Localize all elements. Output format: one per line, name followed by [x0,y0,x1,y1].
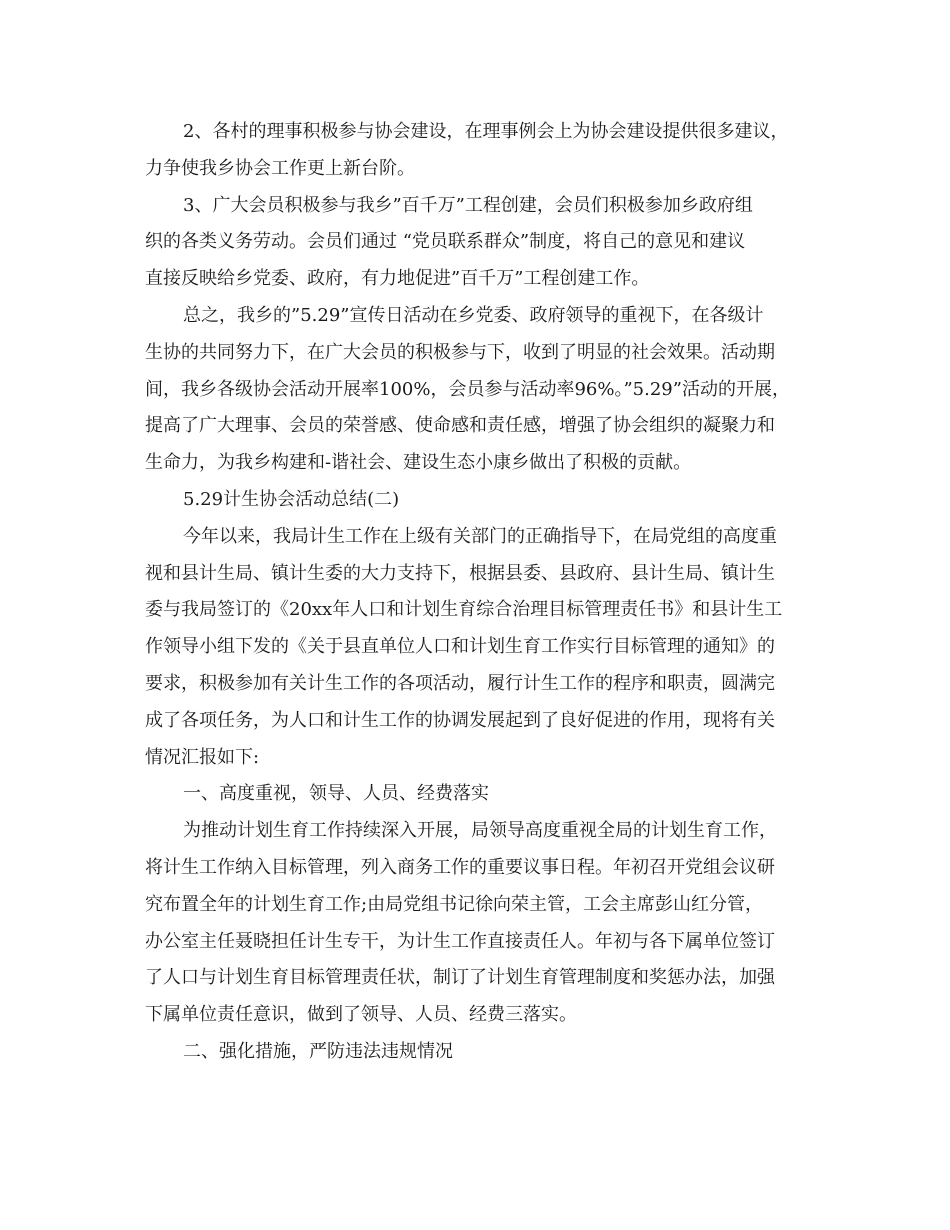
paragraph-line: 视和县计生局、镇计生委的大力支持下，根据县委、县政府、县计生局、镇计生 [145,562,775,584]
paragraph-line: 总之，我乡的”5.29”宣传日活动在乡党委、政府领导的重视下，在各级计 [183,304,764,326]
paragraph-line: 生命力，为我乡构建和-谐社会、建设生态小康乡做出了积极的贡献。 [145,452,692,474]
paragraph-line: 情况汇报如下: [145,746,260,768]
section-title: 5.29计生协会活动总结(二) [183,488,400,510]
paragraph-line: 究布置全年的计划生育工作;由局党组书记徐向荣主管，工会主席彭山红分管， [145,893,764,915]
paragraph-line: 下属单位责任意识，做到了领导、人员、经费三落实。 [145,1004,577,1026]
document-body [145,114,810,1071]
paragraph-line: 提高了广大理事、会员的荣誉感、使命感和责任感，增强了协会组织的凝聚力和 [145,415,775,437]
paragraph-line: 3、广大会员积极参与我乡”百千万”工程创建，会员们积极参加乡政府组 [183,194,753,216]
paragraph-line: 织的各类义务劳动。会员们通过 “党员联系群众”制度，将自己的意见和建议 [145,231,746,253]
paragraph-line: 办公室主任聂晓担任计生专干，为计生工作直接责任人。年初与各下属单位签订 [145,930,775,952]
paragraph-line: 今年以来，我局计生工作在上级有关部门的正确指导下，在局党组的高度重 [183,525,777,547]
paragraph-line: 作领导小组下发的《关于县直单位人口和计划生育工作实行目标管理的通知》的 [145,636,775,658]
paragraph-line: 生协的共同努力下，在广大会员的积极参与下，收到了明显的社会效果。活动期 [145,341,775,363]
section-heading: 一、高度重视，领导、人员、经费落实 [183,783,489,805]
paragraph-line: 力争使我乡协会工作更上新台阶。 [145,157,415,179]
paragraph-line: 委与我局签订的《20xx年人口和计划生育综合治理目标管理责任书》和县计生工 [145,599,783,621]
section-heading: 二、强化措施，严防违法违规情况 [183,1040,453,1062]
paragraph-line: 直接反映给乡党委、政府，有力地促进”百千万”工程创建工作。 [145,268,650,290]
paragraph-line: 间，我乡各级协会活动开展率100%，会员参与活动率96%。”5.29”活动的开展， [145,378,790,400]
paragraph-line: 了人口与计划生育目标管理责任状，制订了计划生育管理制度和奖惩办法，加强 [145,967,775,989]
paragraph-line: 为推动计划生育工作持续深入开展，局领导高度重视全局的计划生育工作， [183,820,777,842]
paragraph-line: 将计生工作纳入目标管理，列入商务工作的重要议事日程。年初召开党组会议研 [145,856,775,878]
paragraph-line: 成了各项任务，为人口和计生工作的协调发展起到了良好促进的作用，现将有关 [145,709,775,731]
paragraph-line: 要求，积极参加有关计生工作的各项活动，履行计生工作的程序和职责，圆满完 [145,672,775,694]
paragraph-line: 2、各村的理事积极参与协会建设，在理事例会上为协会建设提供很多建议， [183,121,789,142]
